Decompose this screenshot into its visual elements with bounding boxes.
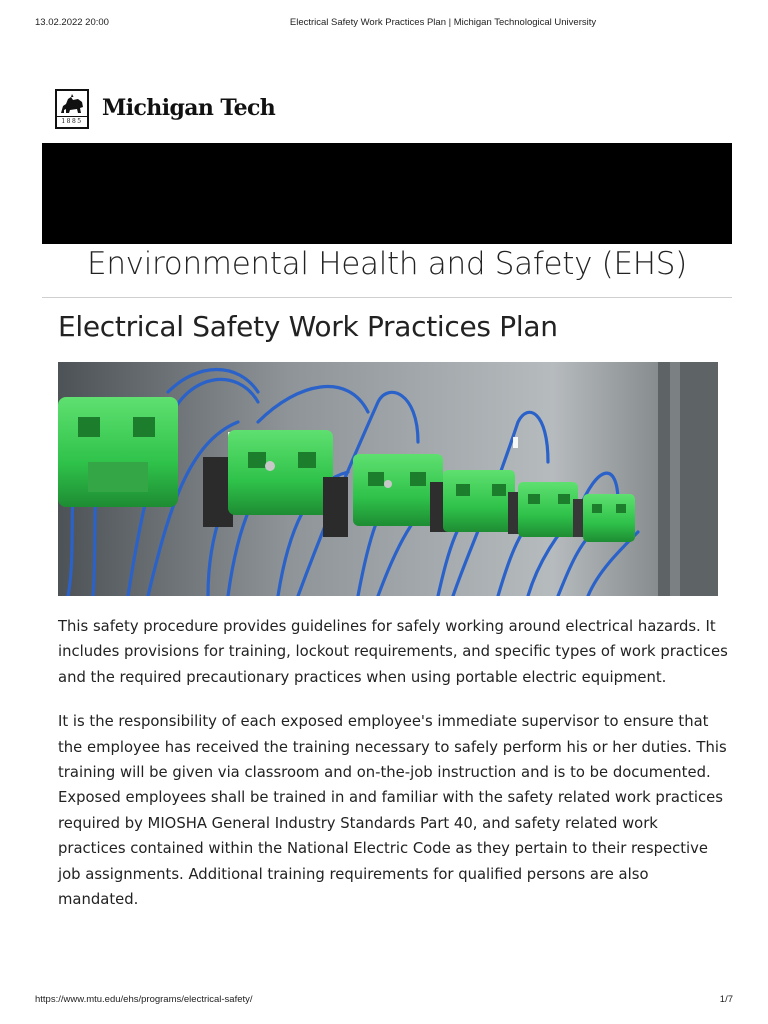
site-title[interactable]: Environmental Health and Safety (EHS) [87, 246, 687, 282]
husky-seal-icon [55, 89, 89, 129]
print-header [0, 17, 768, 31]
hero-image [58, 362, 718, 596]
print-url[interactable]: https://www.mtu.edu/ehs/programs/electrical-safety/ [35, 994, 253, 1005]
logo-wordmark: Michigan Tech [102, 95, 276, 121]
print-doc-title: Electrical Safety Work Practices Plan | Michigan Technological University [289, 17, 597, 28]
print-datetime: 13.02.2022 20:00 [35, 17, 109, 28]
page-indicator: 1/7 [719, 994, 733, 1005]
banner-image [42, 143, 732, 244]
divider [42, 297, 732, 298]
electrical-connectors-photo [58, 362, 718, 596]
michigan-tech-logo[interactable] [55, 89, 295, 131]
responsibility-paragraph: It is the responsibility of each exposed employee's immediate supervisor to ensure that the employee has received the training necessary to safely perform his or her duties. This training will be given via classroom and on-the-job instruction and is to be documented. Exposed employees shall be trained in and familiar with the safety related work practices required by MIOSHA General Industry Standards Part 40, and safety related work practices contained within the National Electric Code as they pertain to their respective job assignments. Additional training requirements for qualified persons are also mandated. [58, 713, 727, 909]
page-title: Electrical Safety Work Practices Plan [58, 310, 558, 343]
body-content [58, 614, 728, 931]
intro-paragraph: This safety procedure provides guidelines for safely working around electrical hazards. It includes provisions for training, lockout requirements, and specific types of work practices and the required precautionary practices when using portable electric equipment. [58, 618, 728, 686]
seal-year: 1885 [57, 116, 87, 126]
